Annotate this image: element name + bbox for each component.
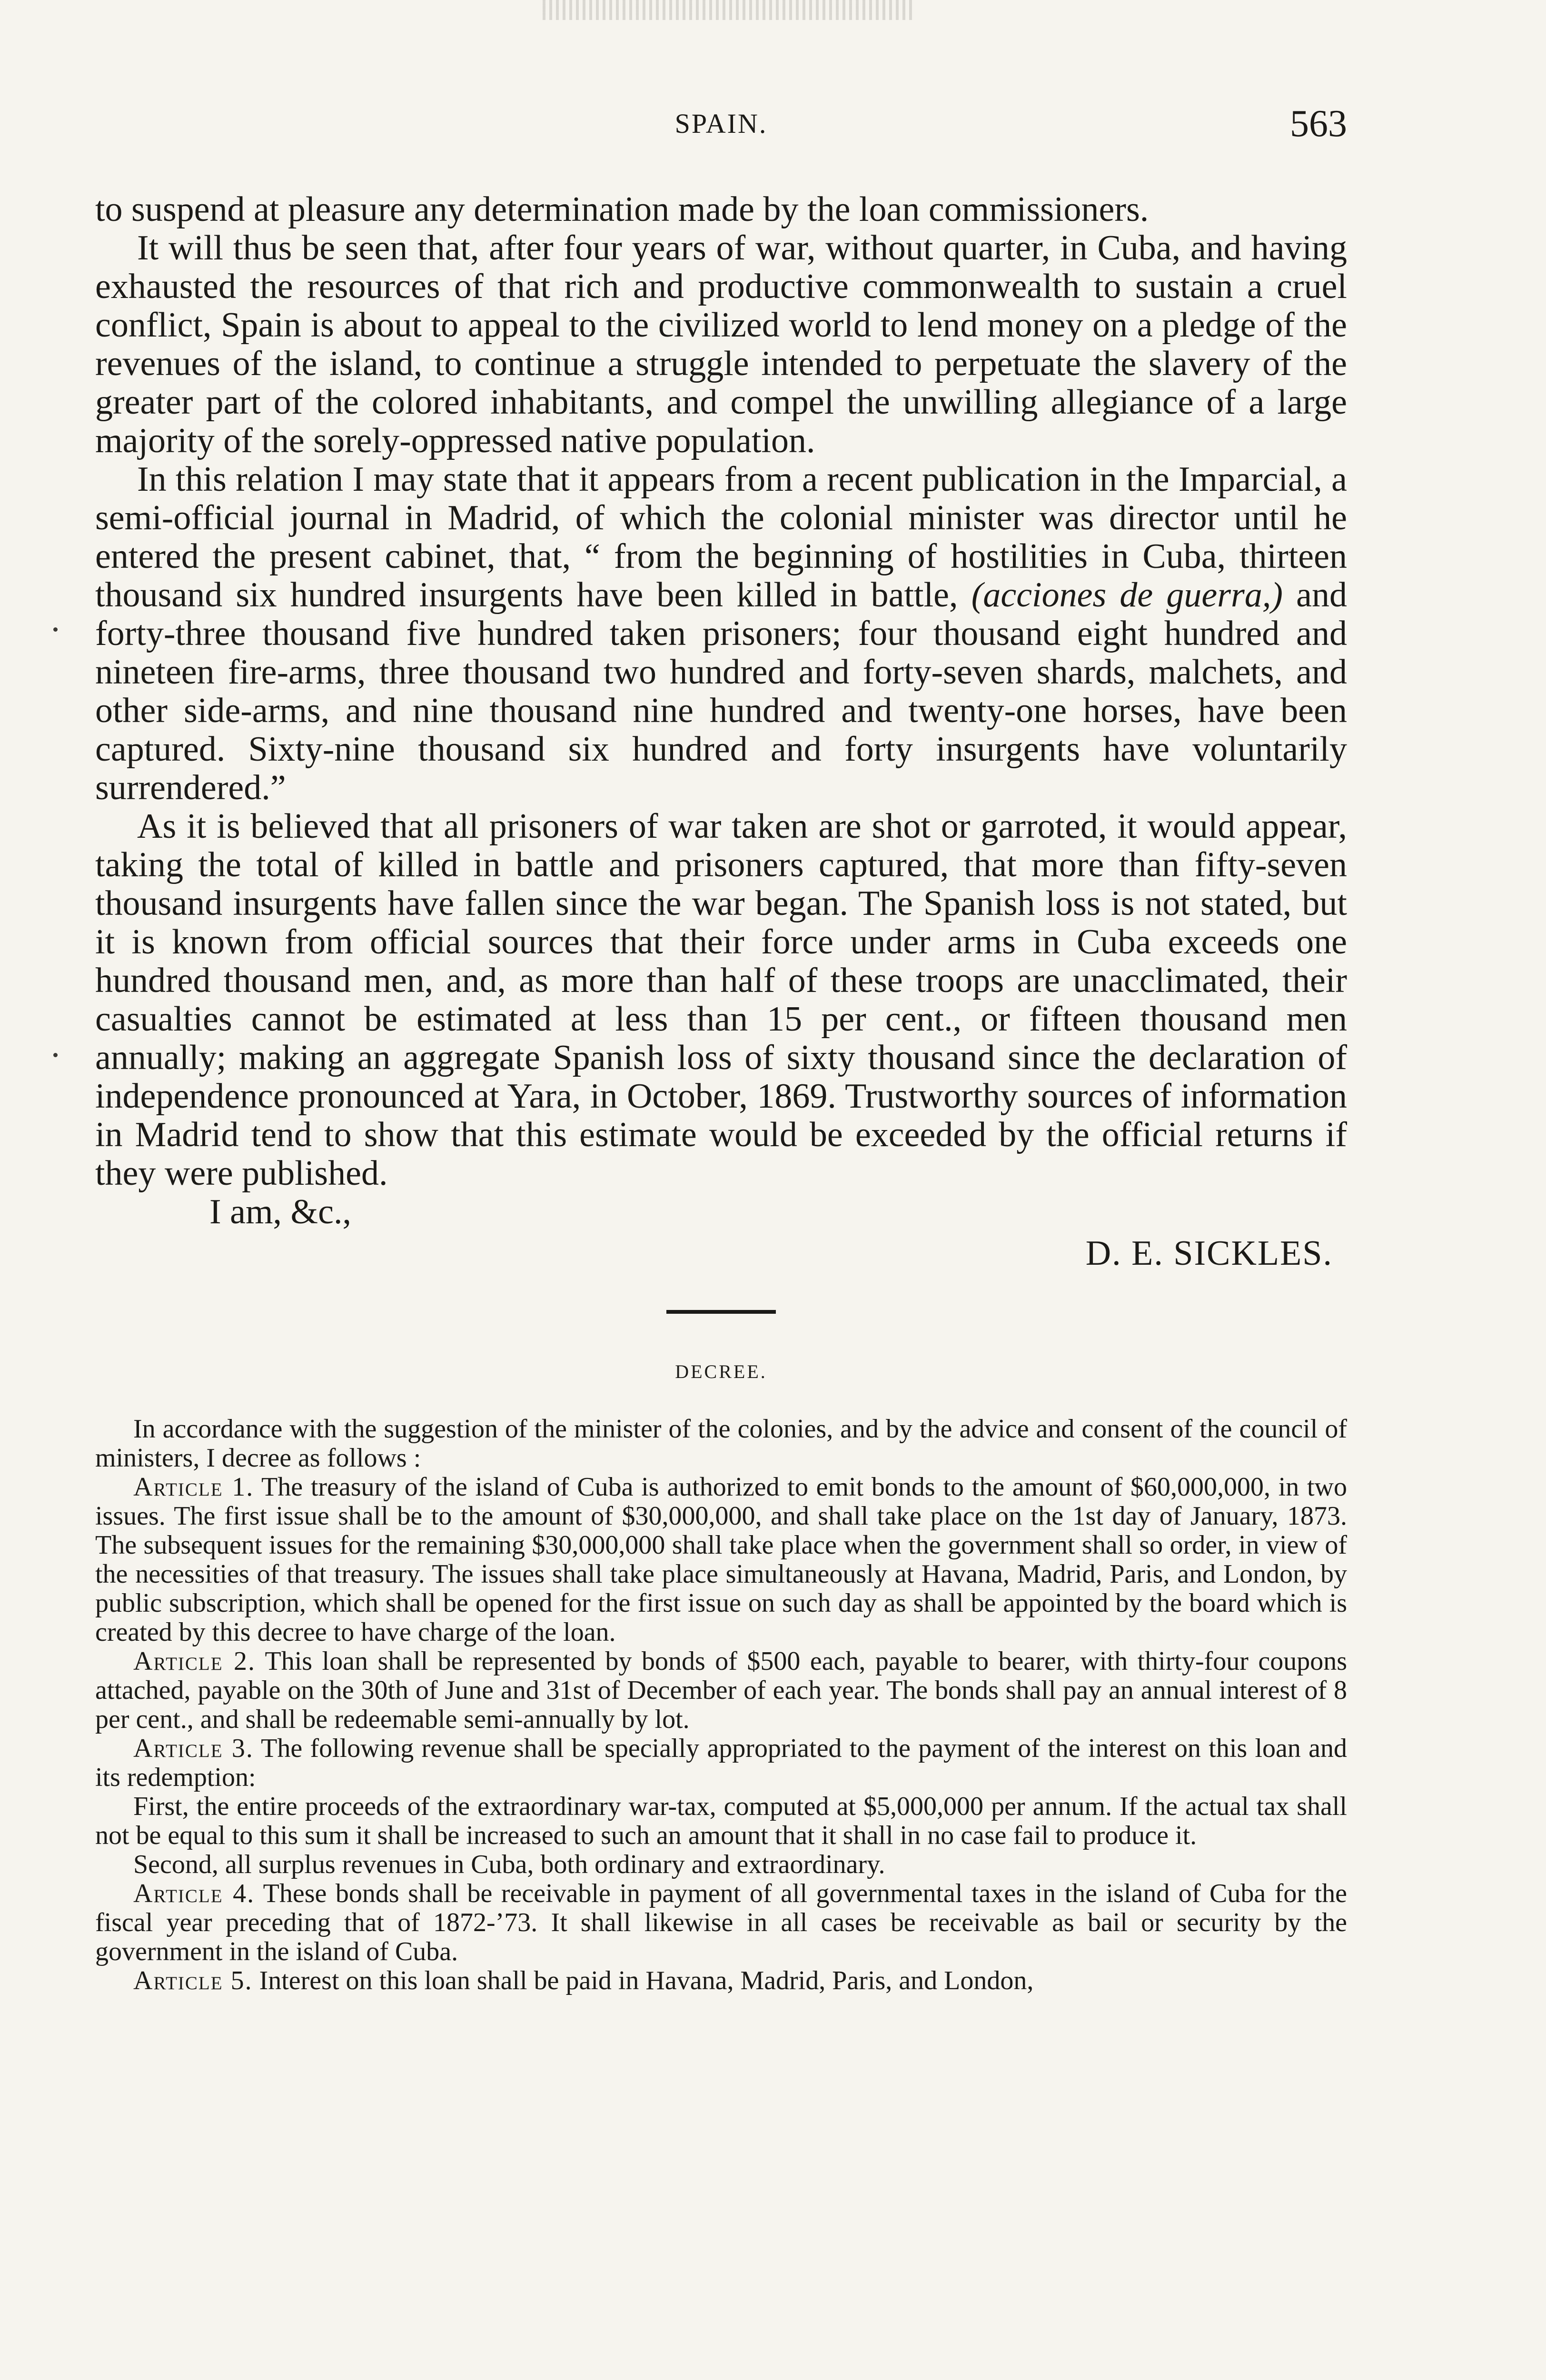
article-3-label: Article 3. [133, 1734, 254, 1763]
letter-closing: I am, &c., [209, 1192, 351, 1231]
letter-paragraph-1: to suspend at pleasure any determination made by the loan commissioners. [95, 190, 1149, 229]
article-5-label: Article 5. [133, 1966, 253, 1995]
decree-intro: In accordance with the suggestion of the minister of the colonies, and by the advice and consent of the council of ministers, I decree as follows : [95, 1414, 1347, 1473]
article-2-text: This loan shall be represented by bonds of $500 each, payable to bearer, with thirty-four coupons attached, payable on the 30th of June and 31st of December of each year. The bonds shall pay an annual interest of 8 per cent., and shall be redeemable semi-annually by lot. [95, 1646, 1348, 1734]
article-3-text: The following revenue shall be specially appropriated to the payment of the interest on this loan and its redemption: [95, 1734, 1347, 1792]
letter-paragraph-3-part-2: and forty-three thousand five hundred taken prisoners; four thousand eight hundred and nineteen fire-arms, three thousand two hundred and forty-seven shards, malchets, and other side-arms, and nine thousand nine hundred and twenty-one horses, have been captured. Sixty-nine thousand six hundred and forty insurgents have voluntarily surrendered.” [95, 575, 1348, 807]
letter-paragraph-2: It will thus be seen that, after four years of war, without quarter, in Cuba, and having exhausted the resources of that rich and productive commonwealth to sustain a cruel conflict, Spain is about to appeal to the civilized world to lend money on a pledge of the revenues of the island, to continue a struggle intended to perpetuate the slavery of the greater part of the colored inhabitants, and compel the unwilling allegiance of a large majority of the sorely-oppressed native population. [95, 228, 1347, 460]
article-5-text: Interest on this loan shall be paid in Havana, Madrid, Paris, and London, [259, 1966, 1034, 1995]
decree-article-3 [95, 1734, 1347, 1792]
ink-speck [53, 1053, 58, 1057]
scan-artifact [543, 0, 914, 20]
letter-paragraph-3 [95, 460, 1347, 807]
page-number: 563 [1290, 103, 1347, 145]
article-4-text: These bonds shall be receivable in payment of all governmental taxes in the island of Cuba for the fiscal year preceding that of 1872-’73. It shall likewise in all cases be receivable as bail or security by the government in the island of Cuba. [95, 1879, 1347, 1966]
decree-body [95, 1415, 1347, 1995]
revenue-item-second: Second, all surplus revenues in Cuba, both ordinary and extraordinary. [133, 1850, 885, 1879]
letter-paragraph-4: As it is believed that all prisoners of war taken are shot or garroted, it would appear, taking the total of killed in battle and prisoners captured, that more than fifty-seven thousand insurgents have fallen since the war began. The Spanish loss is not stated, but it is known from official sources that their force under arms in Cuba exceeds one hundred thousand men, and, as more than half of these troops are unacclimated, their casualties cannot be estimated at less than 15 per cent., or fifteen thousand men annually; making an aggregate Spanish loss of sixty thousand since the declaration of independence pronounced at Yara, in October, 1869. Trustworthy sources of information in Madrid tend to show that this estimate would be exceeded by the official returns if they were published. [95, 807, 1347, 1193]
ink-speck [53, 627, 58, 632]
article-2-label: Article 2. [133, 1646, 256, 1676]
decree-article-4 [95, 1879, 1347, 1966]
article-4-label: Article 4. [133, 1879, 255, 1908]
section-divider [666, 1310, 776, 1314]
article-1-label: Article 1. [133, 1472, 254, 1502]
letter-body [95, 190, 1347, 1995]
decree-article-2 [95, 1647, 1347, 1734]
decree-article-5 [95, 1966, 1347, 1995]
decree-title: DECREE. [675, 1361, 767, 1382]
letter-signature: D. E. SICKLES. [1085, 1234, 1333, 1273]
decree-article-1 [95, 1473, 1347, 1647]
revenue-item-first: First, the entire proceeds of the extraordinary war-tax, computed at $5,000,000 per annum. If the actual tax shall not be equal to this sum it shall be increased to such an amount that it shall in no case fail to produce it. [95, 1792, 1347, 1850]
page-header [95, 98, 1347, 150]
italic-phrase: (acciones de guerra,) [971, 575, 1283, 615]
running-head: SPAIN. [674, 108, 768, 139]
article-1-text: The treasury of the island of Cuba is authorized to emit bonds to the amount of $60,000,000, in two issues. The first issue shall be to the amount of $30,000,000, and shall take place on the 1st day of January, 1873. The subsequent issues for the remaining $30,000,000 shall take place when the government shall so order, in view of the necessities of that treasury. The issues shall take place simultaneously at Havana, Madrid, Paris, and London, by public subscription, which shall be opened for the first issue on such day as shall be appointed by the board which is created by this decree to have charge of the loan. [95, 1472, 1347, 1647]
letter-paragraph-3-part-1: In this relation I may state that it appears from a recent publication in the Imparcial, a semi-official journal in Madrid, of which the colonial minister was director until he entered the present cabinet, that, “ from the beginning of hostilities in Cuba, thirteen thousand six hundred insurgents have been killed in battle, [95, 460, 1347, 615]
